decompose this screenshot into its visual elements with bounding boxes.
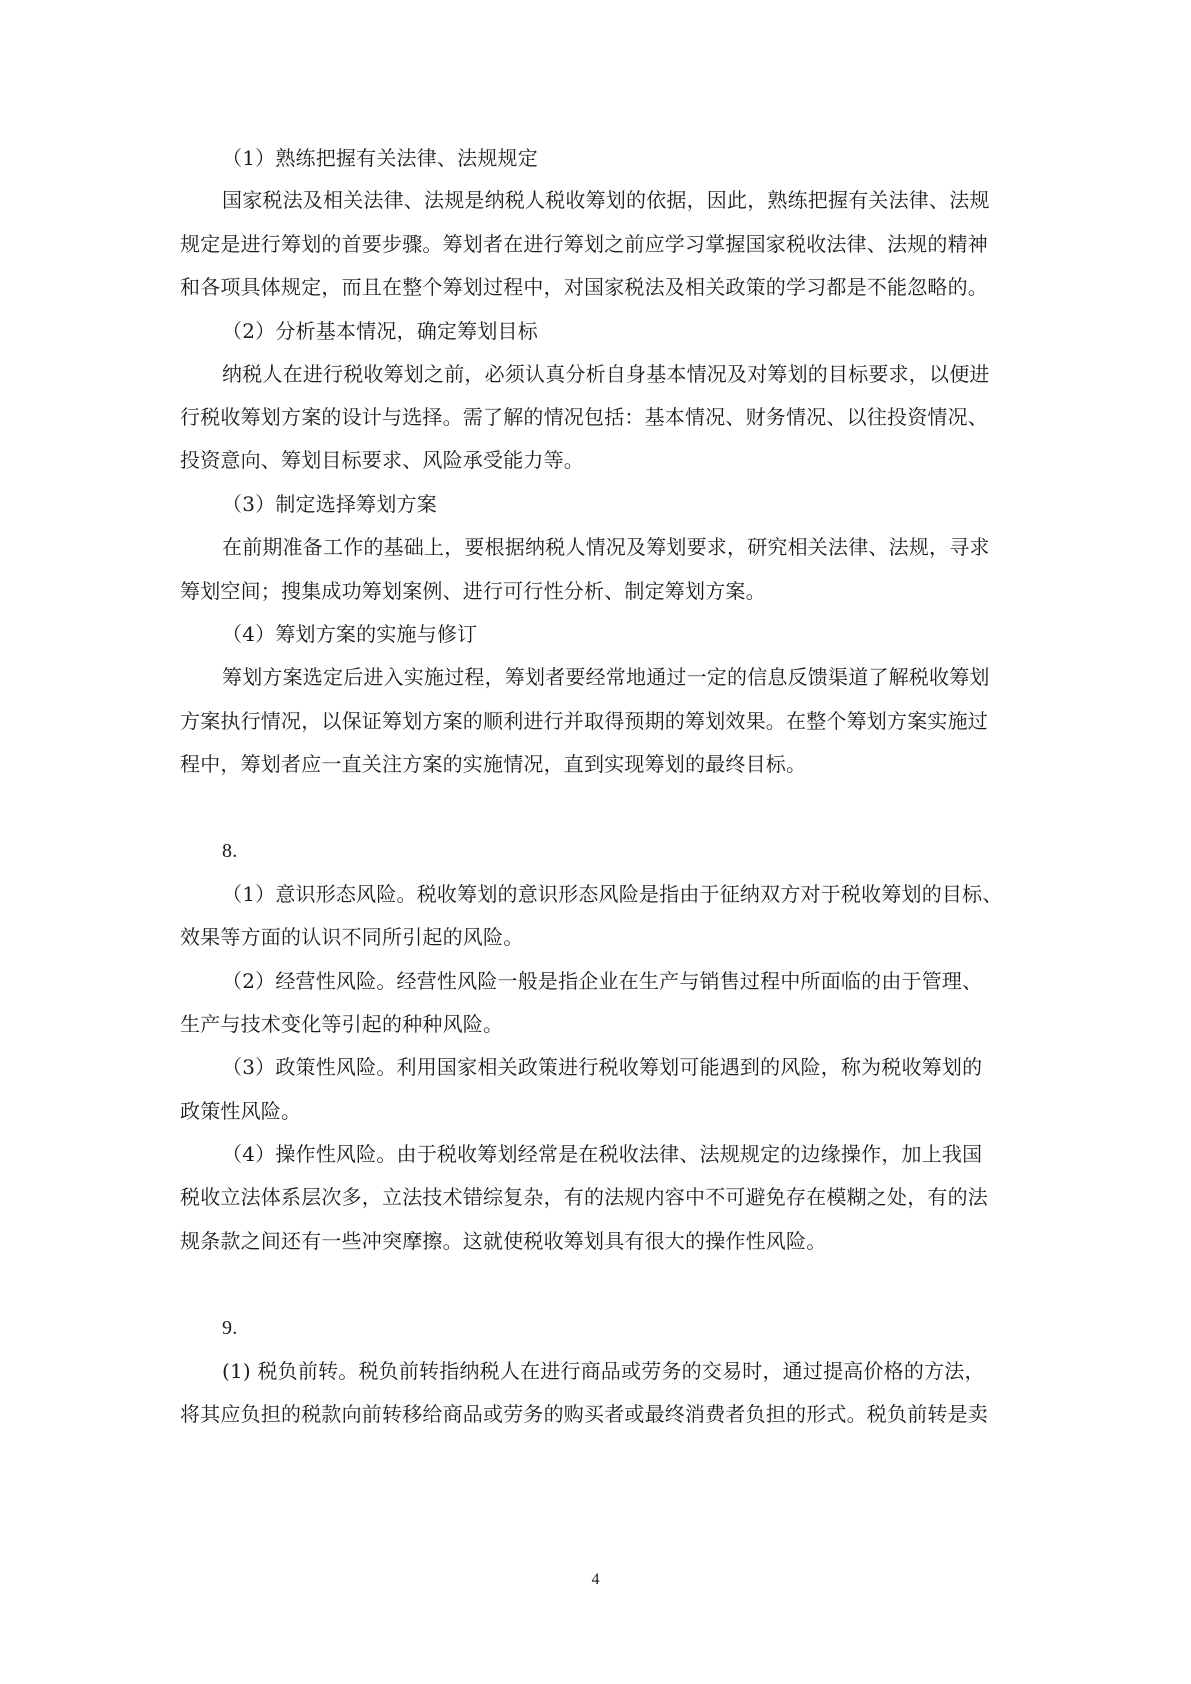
paragraph-line: 规定是进行筹划的首要步骤。筹划者在进行筹划之前应学习掌握国家税收法律、法规的精神 bbox=[180, 232, 988, 256]
paragraph-line: (1) 税负前转。税负前转指纳税人在进行商品或劳务的交易时，通过提高价格的方法， bbox=[222, 1359, 985, 1383]
paragraph-line: 投资意向、筹划目标要求、风险承受能力等。 bbox=[180, 448, 584, 472]
question-number-9: 9. bbox=[222, 1317, 238, 1339]
paragraph-line: （2）经营性风险。经营性风险一般是指企业在生产与销售过程中所面临的由于管理、 bbox=[222, 969, 983, 993]
paragraph-line: 纳税人在进行税收筹划之前，必须认真分析自身基本情况及对筹划的目标要求，以便进 bbox=[222, 362, 990, 386]
heading-3: （3）制定选择筹划方案 bbox=[222, 492, 437, 516]
paragraph-line: （3）政策性风险。利用国家相关政策进行税收筹划可能遇到的风险，称为税收筹划的 bbox=[222, 1055, 983, 1079]
paragraph-line: 筹划空间；搜集成功筹划案例、进行可行性分析、制定筹划方案。 bbox=[180, 579, 766, 603]
paragraph-line: 在前期准备工作的基础上，要根据纳税人情况及筹划要求，研究相关法律、法规，寻求 bbox=[222, 535, 990, 559]
paragraph-line: 效果等方面的认识不同所引起的风险。 bbox=[180, 925, 524, 949]
paragraph-line: 行税收筹划方案的设计与选择。需了解的情况包括：基本情况、财务情况、以往投资情况、 bbox=[180, 405, 988, 429]
paragraph-line: 规条款之间还有一些冲突摩擦。这就使税收筹划具有很大的操作性风险。 bbox=[180, 1229, 827, 1253]
paragraph-line: 筹划方案选定后进入实施过程，筹划者要经常地通过一定的信息反馈渠道了解税收筹划 bbox=[222, 665, 990, 689]
paragraph-line: 政策性风险。 bbox=[180, 1099, 302, 1123]
paragraph-line: 和各项具体规定，而且在整个筹划过程中，对国家税法及相关政策的学习都是不能忽略的。 bbox=[180, 275, 988, 299]
paragraph-line: （4）操作性风险。由于税收筹划经常是在税收法律、法规规定的边缘操作，加上我国 bbox=[222, 1142, 983, 1166]
paragraph-line: 国家税法及相关法律、法规是纳税人税收筹划的依据，因此，熟练把握有关法律、法规 bbox=[222, 188, 990, 212]
paragraph-line: 将其应负担的税款向前转移给商品或劳务的购买者或最终消费者负担的形式。税负前转是卖 bbox=[180, 1402, 988, 1426]
question-number-8: 8. bbox=[222, 840, 238, 862]
paragraph-line: 税收立法体系层次多，立法技术错综复杂，有的法规内容中不可避免存在模糊之处，有的法 bbox=[180, 1185, 988, 1209]
paragraph-line: 程中，筹划者应一直关注方案的实施情况，直到实现筹划的最终目标。 bbox=[180, 752, 807, 776]
heading-1: （1）熟练把握有关法律、法规规定 bbox=[222, 146, 538, 170]
page-number: 4 bbox=[591, 1571, 600, 1588]
heading-2: （2）分析基本情况，确定筹划目标 bbox=[222, 319, 538, 343]
paragraph-line: 方案执行情况，以保证筹划方案的顺利进行并取得预期的筹划效果。在整个筹划方案实施过 bbox=[180, 709, 988, 733]
paragraph-line: 生产与技术变化等引起的种种风险。 bbox=[180, 1012, 504, 1036]
paragraph-line: （1）意识形态风险。税收筹划的意识形态风险是指由于征纳双方对于税收筹划的目标、 bbox=[222, 882, 1003, 906]
heading-4: （4）筹划方案的实施与修订 bbox=[222, 622, 478, 646]
